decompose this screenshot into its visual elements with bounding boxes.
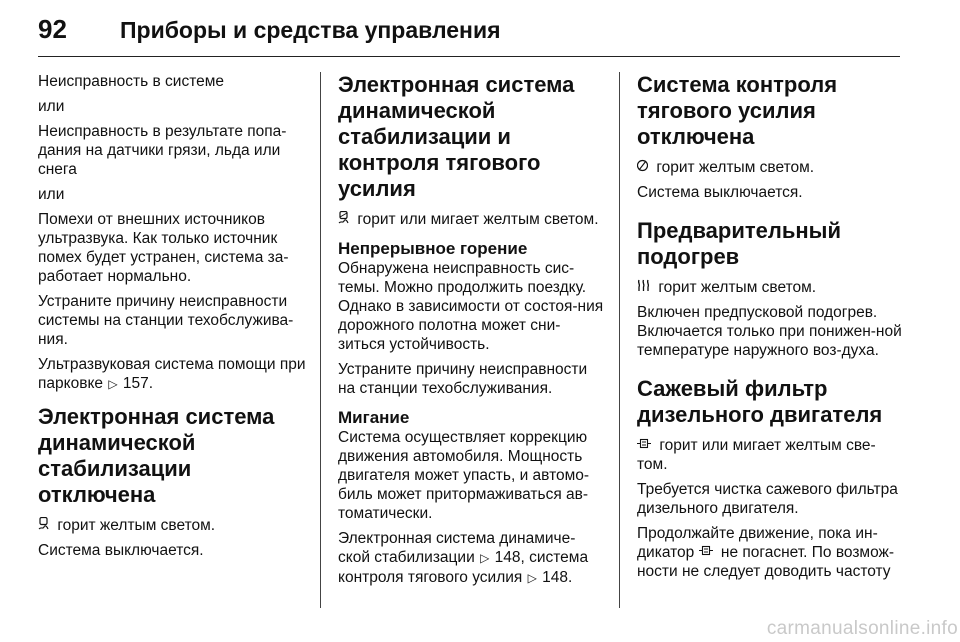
paragraph: Устраните причину неисправности на станции техобслуживания. [338,361,588,397]
reference-text: Ультразвуковая система помощи при парковке [38,356,306,392]
paragraph: Неисправность в системе [38,73,225,90]
paragraph-with-icon [637,524,905,581]
indicator-status [637,436,905,474]
page-title: Приборы и средства управления [120,17,501,43]
indicator-status [38,516,306,535]
indicator-status [637,158,905,177]
page-header [38,14,900,45]
paragraph: или [38,98,65,115]
watermark: carmanualsonline.info [766,618,958,639]
column-divider [619,72,620,608]
indicator-status-text: горит желтым светом. [57,517,216,534]
page-reference-link[interactable]: 157. [122,375,154,392]
column-1 [38,72,306,566]
paragraph-text: Продолжайте движение, пока ин-дикатор [637,525,878,561]
page-reference-link[interactable]: 148, система контроля тягового усилия [338,549,589,586]
glow-plug-icon [637,278,650,297]
section-heading-dpf: Сажевый фильтр дизельного двигателя [637,376,883,427]
tc-off-icon [637,158,648,177]
indicator-status [338,210,606,229]
diesel-particulate-filter-icon [637,436,651,455]
paragraph: Устраните причину неисправности системы на станции техобслужива-ния. [38,293,294,348]
indicator-status-text: горит желтым светом. [658,279,817,296]
indicator-status [637,278,905,297]
subheading-continuous: Непрерывное горение [338,239,528,258]
diesel-particulate-filter-icon [699,543,713,562]
section-heading-esp: Электронная система динамической стабилизации и контроля тягового усилия [338,72,575,201]
paragraph: Обнаружена неисправность сис-темы. Можно продолжить поездку. Однако в зависимости от состоя-ния дорожного полотна может сни-зиться устойчивость. [338,260,604,353]
esp-off-icon [38,516,49,535]
page-reference-icon: ▷ [108,377,118,391]
reference-text: Электронная система динамиче-ской стабилизации [338,530,576,566]
paragraph: Неисправность в результате попа-дания на датчики грязи, льда или снега [38,123,287,178]
subheading-blinking: Мигание [338,408,410,427]
paragraph: Система выключается. [38,542,204,559]
paragraph: или [38,186,65,203]
page-number: 92 [38,14,67,44]
esp-icon [338,210,349,229]
paragraph-with-reference [38,355,306,394]
column-divider [320,72,321,608]
column-2 [338,72,606,594]
page-reference-icon: ▷ [480,551,490,565]
paragraph: Система осуществляет коррекцию движения автомобиля. Мощность двигателя может упасть, и автомо-биль может притормаживаться ав-томатически. [338,429,590,522]
page-reference-link[interactable]: 148. [542,569,573,586]
column-3 [637,72,905,587]
indicator-status-text: горит желтым светом. [656,159,815,176]
paragraph-text: не погаснет. По возмож-ности не следует доводить частоту [637,544,895,580]
section-heading-esp-off: Электронная система динамической стабилизации отключена [38,404,275,507]
paragraph: Требуется чистка сажевого фильтра дизельного двигателя. [637,481,898,517]
section-heading-glow: Предварительный подогрев [637,218,841,269]
page-reference-icon: ▷ [527,571,537,585]
indicator-status-text: горит или мигает желтым светом. [357,211,599,228]
indicator-status-text: горит или мигает желтым све-том. [637,437,876,473]
section-heading-tc-off: Система контроля тягового усилия отключена [637,72,838,149]
paragraph: Помехи от внешних источников ультразвука. Как только источник помех будет устранен, система за-работает нормально. [38,211,289,285]
paragraph-with-reference [338,529,606,588]
paragraph: Включен предпусковой подогрев. Включается только при понижен-ной температуре наружного воз-духа. [637,304,902,359]
paragraph: Система выключается. [637,184,803,201]
header-rule [38,56,900,57]
